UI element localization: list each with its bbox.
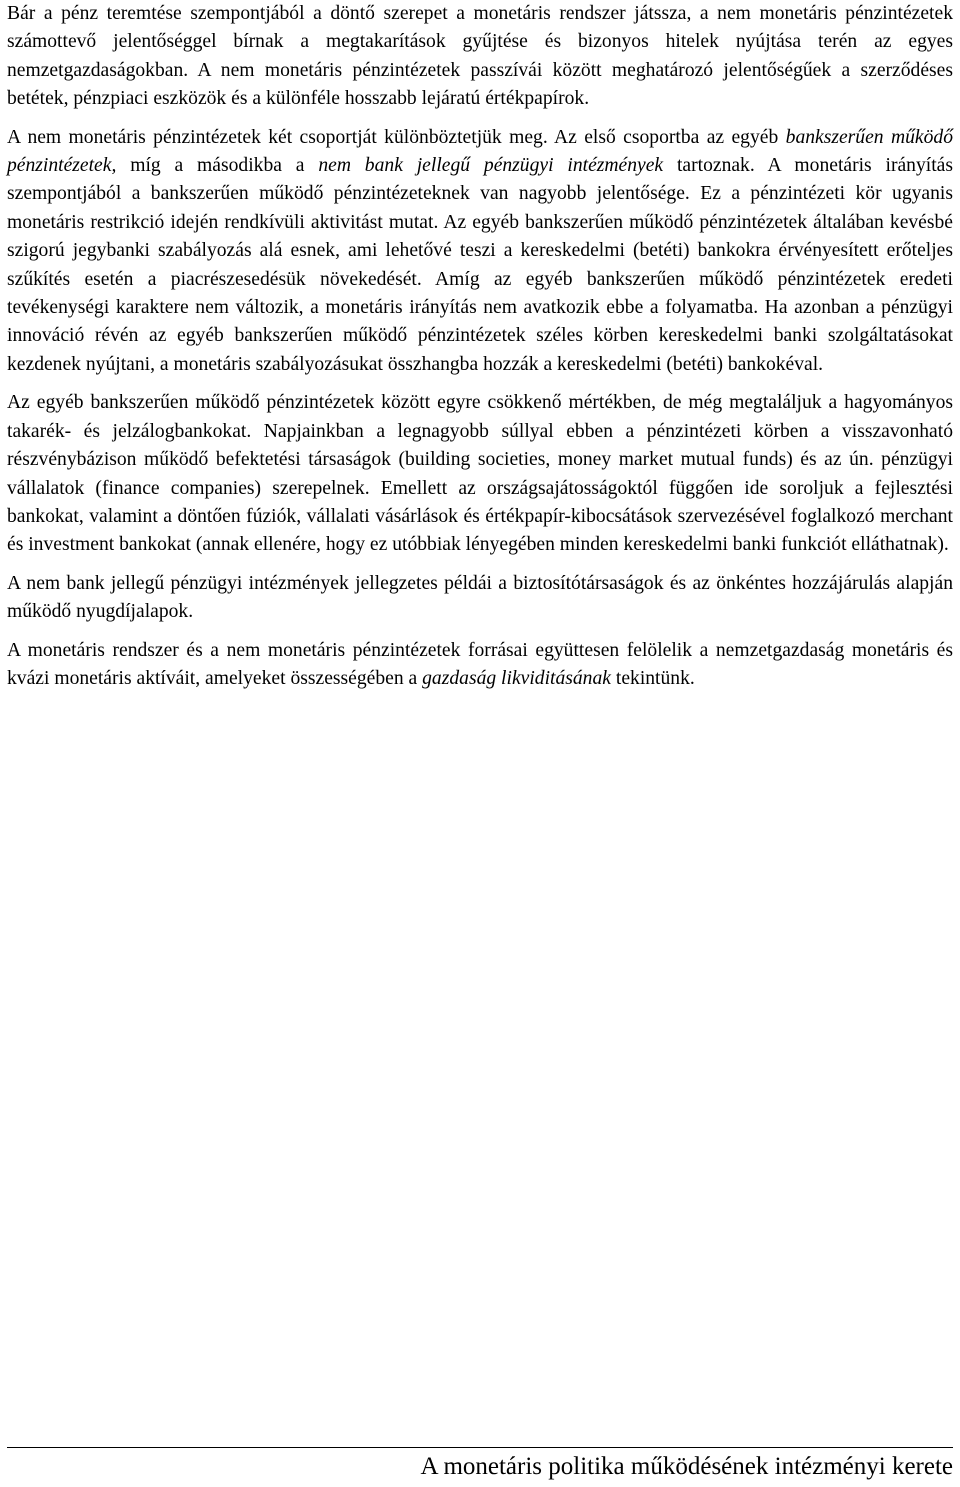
paragraph-5-italic-term: gazdaság likviditásának — [422, 667, 611, 689]
paragraph-2-italic-term-b: nem bank jellegű pénzügyi intézmények — [318, 155, 664, 177]
paragraph-2-text-a: A nem monetáris pénzintézetek két csoportját különböztetjük meg. Az első csoportba az egyéb — [7, 126, 786, 148]
paragraph-4 — [7, 570, 953, 627]
paragraph-2-text-b: míg a másodikba a — [116, 155, 319, 177]
paragraph-1-text: Bár a pénz teremtése szempontjából a döntő szerepet a monetáris rendszer játssza, a nem monetáris pénzintézetek számottevő jelentőséggel bírnak a megtakarítások gyűjtése és bizonyos hitelek nyújtása terén az egyes nemzetgazdaságokban. A nem monetáris pénzintézetek passzívái között meghatározó jelentőségűek a szerződéses betétek, pénzpiaci eszközök és a különféle hosszabb lejáratú értékpapírok. — [7, 3, 953, 110]
paragraph-3-text: Az egyéb bankszerűen működő pénzintézetek között egyre csökkenő mértékben, de még megtaláljuk a hagyományos takarék- és jelzálogbankokat. Napjainkban a legnagyobb súllyal ebben a pénzintézeti körben a visszavonható részvénybázison működő befektetési társaságok (building societies, money market mutual funds) és az ún. pénzügyi vállalatok (finance companies) szerepelnek. Emellett az országsajátosságoktól függően ide soroljuk a fejlesztési bankokat, valamint a döntően fúziók, vállalati vásárlások és értékpapír-kibocsátások szervezésével foglalkozó merchant és investment bankokat (annak ellenére, hogy ez utóbbiak lényegében minden kereskedelmi banki funkciót elláthatnak). — [7, 392, 953, 556]
paragraph-5-text-a: A monetáris rendszer és a nem monetáris pénzintézetek forrásai együttesen felölelik a nemzetgazdaság monetáris és kvázi monetáris aktíváit, amelyeket összességében a — [7, 639, 953, 689]
paragraph-1 — [7, 0, 953, 114]
page-body — [7, 0, 953, 703]
footer-divider — [7, 1447, 953, 1448]
paragraph-2-text-c: tartoznak. A monetáris irányítás szempontjából a bankszerűen működő pénzintézeteknek van nagyobb jelentősége. Ez a pénzintézeti kör ugyanis monetáris restrikció idején rendkívüli aktivitást mutat. Az egyéb bankszerűen működő pénzintézetek általában kevésbé szigorú jegybanki szabályozás alá esnek, ami lehetővé teszi a kereskedelmi (betéti) bankokra érvényesített erőteljes szűkítés esetén a piacrészesedésük növekedését. Amíg az egyéb bankszerűen működő pénzintézetek eredeti tevékenységi karaktere nem változik, a monetáris irányítás nem avatkozik ebbe a folyamatba. Ha azonban a pénzügyi innováció révén az egyéb bankszerűen működő pénzintézetek széles körben kereskedelmi banki szolgáltatásokat kezdenek nyújtani, a monetáris szabályozásukat összhangba hozzák a kereskedelmi (betéti) bankokéval. — [7, 155, 953, 375]
running-footer-title: A monetáris politika működésének intézményi kerete — [420, 1453, 953, 1480]
paragraph-4-text: A nem bank jellegű pénzügyi intézmények jellegzetes példái a biztosítótársaságok és az önkéntes hozzájárulás alapján működő nyugdíjalapok. — [7, 572, 953, 623]
paragraph-5 — [7, 637, 953, 694]
paragraph-3 — [7, 389, 953, 559]
paragraph-2 — [7, 124, 953, 380]
paragraph-2-italic-term-a: bankszerűen működő pénzintézetek, — [7, 126, 953, 177]
paragraph-5-text-b: tekintünk. — [610, 667, 695, 689]
